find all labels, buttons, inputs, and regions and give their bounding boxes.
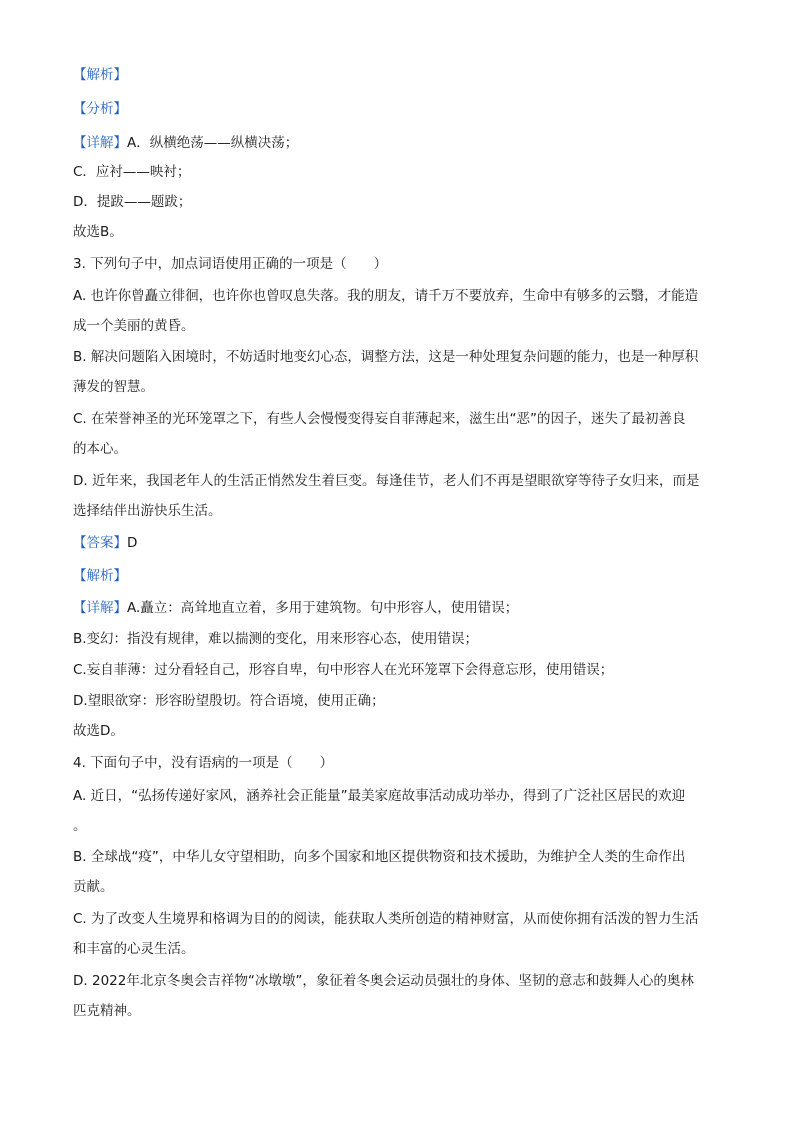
conclusion-line: 故选B。 xyxy=(73,224,123,240)
q3-option-b: B. 解决问题陷入困境时，不妨适时地变幻心态，调整方法，这是一种处理复杂问题的能力，也是一种厚积 xyxy=(73,349,699,365)
xiangjie-line xyxy=(73,133,723,153)
jiexi-heading: 【解析】 xyxy=(73,67,127,83)
q4-option-b-cont: 贡献。 xyxy=(73,879,114,895)
q4-option-a: A. 近日，“弘扬传递好家风，涵养社会正能量”最美家庭故事活动成功举办，得到了广泛社区居民的欢迎 xyxy=(73,788,686,804)
xiangjie-tag: 【详解】 xyxy=(73,135,127,151)
q3-option-c-cont: 的本心。 xyxy=(73,441,127,457)
q3-analysis-line: B.变幻：指没有规律，难以揣测的变化，用来形容心态，使用错误； xyxy=(73,631,479,647)
analysis-line: D．提跋——题跋； xyxy=(73,194,192,210)
fenxi-heading: 【分析】 xyxy=(73,101,127,117)
q4-option-b: B. 全球战“疫”，中华儿女守望相助，向多个国家和地区提供物资和技术援助，为维护全人类的生命作出 xyxy=(73,849,686,865)
q3-option-d: D. 近年来，我国老年人的生活正悄然发生着巨变。每逢佳节，老人们不再是望眼欲穿等待子女归来，而是 xyxy=(73,473,700,489)
q3-option-c: C. 在荣誉神圣的光环笼罩之下，有些人会慢慢变得妄自菲薄起来，滋生出“恶”的因子，迷失了最初善良 xyxy=(73,411,686,427)
answer-tag: 【答案】 xyxy=(73,535,127,551)
q3-option-d-cont: 选择结伴出游快乐生活。 xyxy=(73,503,222,519)
q3-option-a: A. 也许你曾矗立徘徊，也许你也曾叹息失落。我的朋友，请千万不要放弃，生命中有够多的云翳，才能造 xyxy=(73,288,699,304)
q4-option-c-cont: 和丰富的心灵生活。 xyxy=(73,941,195,957)
xiangjie-tag: 【详解】 xyxy=(73,600,127,616)
q4-option-d: D. 2022年北京冬奥会吉祥物“冰墩墩”，象征着冬奥会运动员强壮的身体、坚韧的意志和鼓舞人心的奥林 xyxy=(73,973,694,989)
q4-option-d-cont: 匹克精神。 xyxy=(73,1003,141,1019)
q3-analysis-line: C.妄自菲薄：过分看轻自己，形容自卑，句中形容人在光环笼罩下会得意忘形，使用错误； xyxy=(73,662,614,678)
q3-stem: 3. 下列句子中，加点词语使用正确的一项是（ ） xyxy=(73,256,388,272)
q4-stem: 4. 下面句子中，没有语病的一项是（ ） xyxy=(73,755,334,771)
xiangjie-text: A.矗立：高耸地直立着，多用于建筑物。句中形容人，使用错误； xyxy=(127,600,519,616)
xiangjie-text: A．纵横绝荡——纵横决荡； xyxy=(127,135,299,151)
q3-option-b-cont: 薄发的智慧。 xyxy=(73,379,154,395)
analysis-line: C．应衬——映衬； xyxy=(73,164,191,180)
q3-analysis-line: D.望眼欲穿：形容盼望殷切。符合语境，使用正确； xyxy=(73,693,385,709)
q3-option-a-cont: 成一个美丽的黄昏。 xyxy=(73,318,195,334)
q4-option-a-cont: 。 xyxy=(73,818,87,834)
q4-option-c: C. 为了改变人生境界和格调为目的的阅读，能获取人类所创造的精神财富，从而使你拥有活泼的智力生活 xyxy=(73,911,699,927)
q3-jiexi-heading: 【解析】 xyxy=(73,568,127,584)
answer-value: D xyxy=(127,535,138,551)
q3-answer xyxy=(73,533,723,553)
q3-xiangjie-line xyxy=(73,598,723,618)
q3-conclusion: 故选D。 xyxy=(73,723,124,739)
